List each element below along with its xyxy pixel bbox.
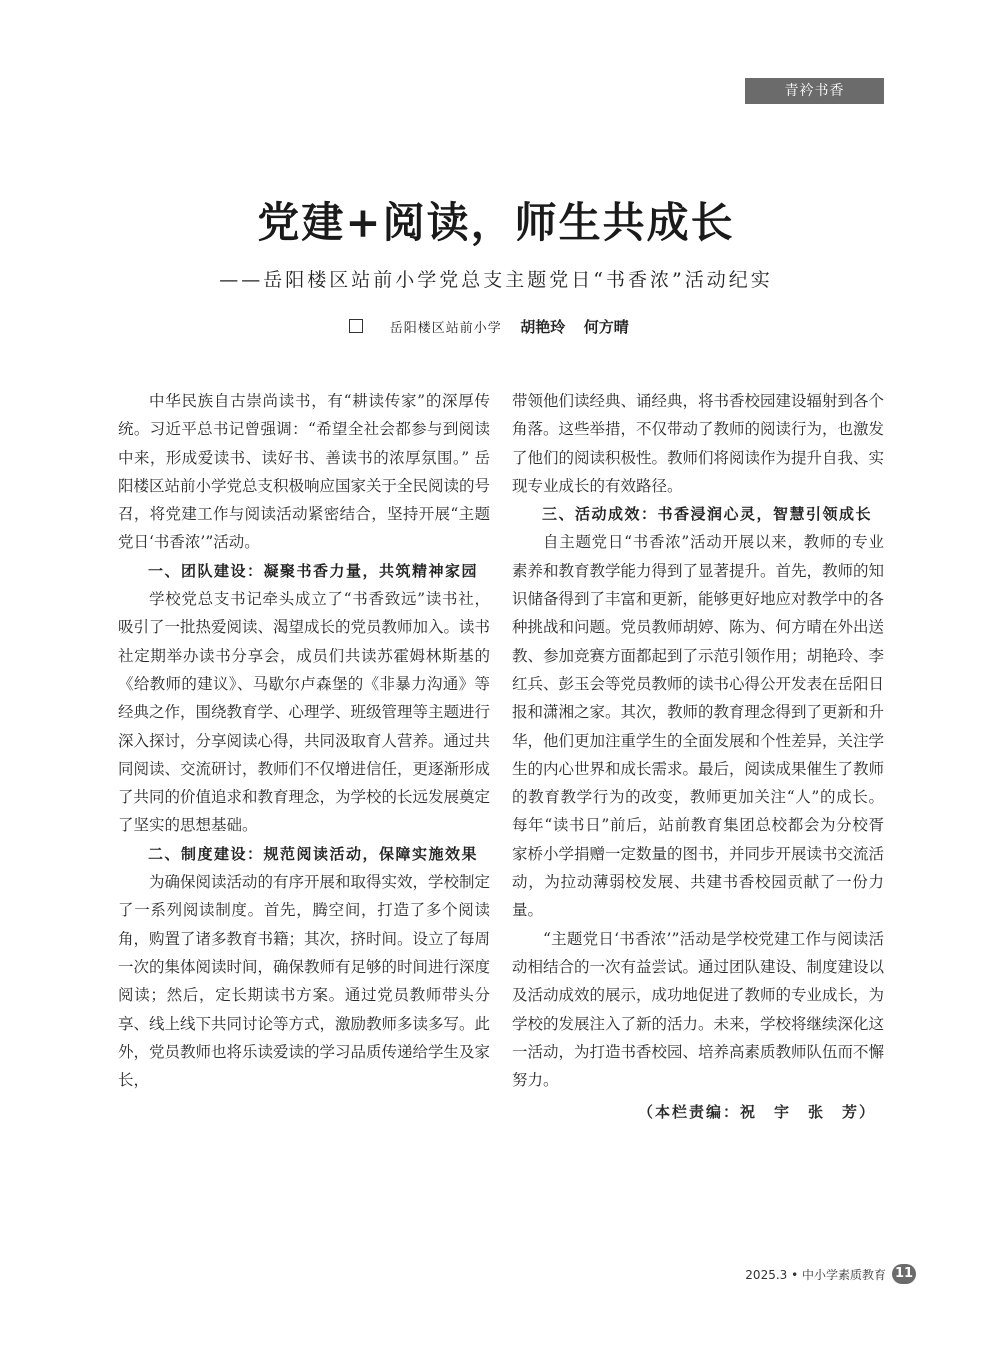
body-paragraph-continued: 带领他们读经典、诵经典，将书香校园建设辐射到各个角落。这些举措，不仅带动了教师的阅读行为，也激发了他们的阅读积极性。教师们将阅读作为提升自我、实现专业成长的有效路径。 bbox=[512, 392, 885, 495]
author-school: 岳阳楼区站前小学 bbox=[389, 321, 502, 336]
body-paragraph: 学校党总支书记牵头成立了“书香致远”读书社，吸引了一批热爱阅读、渴望成长的党员教师加入。读书社定期举办读书分享会，成员们共读苏霍姆林斯基的《给教师的建议》、马歇尔卢森堡的《非暴力沟通》等经典之作，围绕教育学、心理学、班级管理等主题进行深入探讨，分享阅读心得，共同汲取育人营养。通过共同阅读、交流研讨，教师们不仅增进信任，更逐渐形成了共同的价值追求和教育理念，为学校的长远发展奠定了坚实的思想基础。 bbox=[118, 590, 491, 835]
section-heading-1: 一、团队建设：凝聚书香力量，共筑精神家园 bbox=[148, 561, 479, 580]
issue-info: 2025.3 • 中小学素质教育 bbox=[745, 1267, 886, 1282]
body-paragraph: 自主题党日“书香浓”活动开展以来，教师的专业素养和教育教学能力得到了显著提升。首先，教师的知识储备得到了丰富和更新，能够更好地应对教学中的各种挑战和问题。党员教师胡婷、陈为、何方晴在外出送教、参加竞赛方面都起到了示范引领作用；胡艳玲、李红兵、彭玉会等党员教师的读书心得公开发表在岳阳日报和潇湘之家。其次，教师的教育理念得到了更新和升华，他们更加注重学生的全面发展和个性差异，关注学生的内心世界和成长需求。最后，阅读成果催生了教师的教育教学行为的改变，教师更加关注“人”的成长。每年“读书日”前后，站前教育集团总校都会为分校胥家桥小学捐赠一定数量的图书，并同步开展读书交流活动，为拉动薄弱校发展、共建书香校园贡献了一份力量。 bbox=[512, 533, 885, 920]
page-footer bbox=[745, 1264, 916, 1284]
page-number: 11 bbox=[892, 1264, 916, 1284]
author-name: 胡艳玲 bbox=[520, 318, 566, 336]
editor-note: （本栏责编：祝 宇 张 芳） bbox=[637, 1103, 876, 1122]
article-subtitle: ——岳阳楼区站前小学党总支主题党日“书香浓”活动纪实 bbox=[219, 269, 773, 291]
intro-paragraph: 中华民族自古崇尚读书，有“耕读传家”的深厚传统。习近平总书记曾强调：“希望全社会都参与到阅读中来，形成爱读书、读好书、善读书的浓厚氛围。” 岳阳楼区站前小学党总支积极响应国家关于全民阅读的号召，将党建工作与阅读活动紧密结合，坚持开展“主题党日‘书香浓’”活动。 bbox=[118, 392, 491, 552]
right-column bbox=[512, 387, 884, 1127]
section-tag: 青衿书香 bbox=[745, 78, 884, 104]
square-bullet-icon bbox=[349, 319, 363, 333]
author-name: 何方晴 bbox=[583, 318, 629, 336]
conclusion-paragraph: “主题党日‘书香浓’”活动是学校党建工作与阅读活动相结合的一次有益尝试。通过团队建设、制度建设以及活动成效的展示，成功地促进了教师的专业成长，为学校的发展注入了新的活力。未来，学校将继续深化这一活动，为打造书香校园、培养高素质教师队伍而不懈努力。 bbox=[512, 929, 885, 1090]
body-paragraph: 为确保阅读活动的有序开展和取得实效，学校制定了一系列阅读制度。首先，腾空间，打造了多个阅读角，购置了诸多教育书籍；其次，挤时间。设立了每周一次的集体阅读时间，确保教师有足够的时间进行深度阅读；然后，定长期读书方案。通过党员教师带头分享、线上线下共同讨论等方式，激励教师多读多写。此外，党员教师也将乐读爱读的学习品质传递给学生及家长， bbox=[118, 873, 491, 1090]
byline bbox=[0, 316, 992, 337]
section-heading-3: 三、活动成效：书香浸润心灵，智慧引领成长 bbox=[542, 505, 873, 524]
left-column bbox=[118, 387, 490, 1094]
article-title: 党建+阅读，师生共成长 bbox=[257, 198, 735, 247]
section-heading-2: 二、制度建设：规范阅读活动，保障实施效果 bbox=[148, 844, 479, 863]
